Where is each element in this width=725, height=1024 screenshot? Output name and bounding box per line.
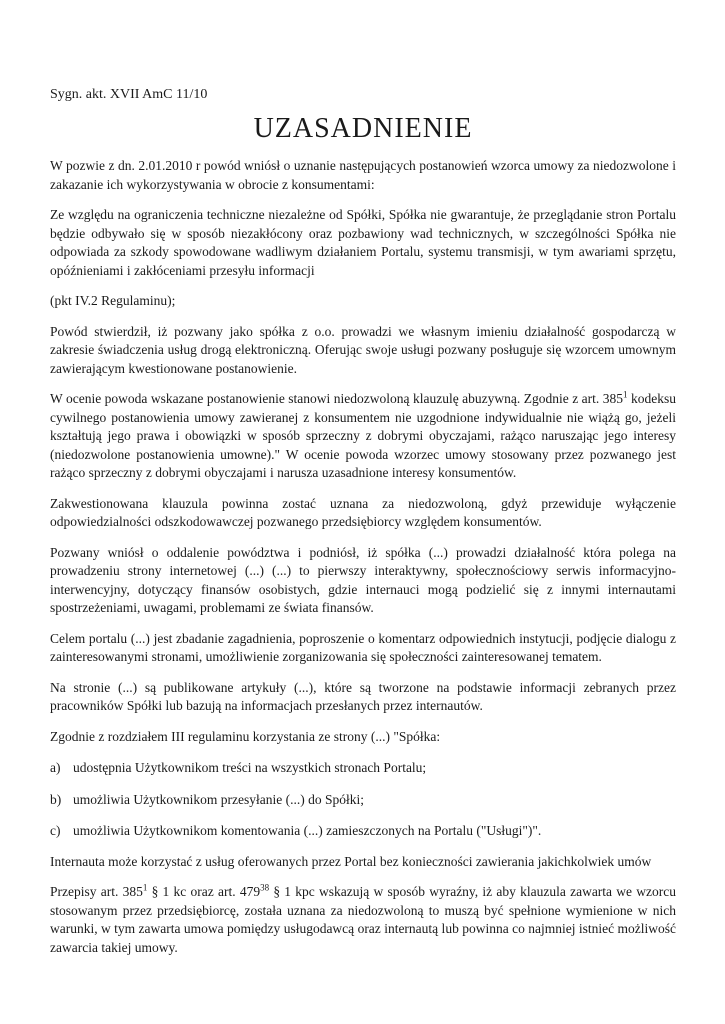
case-number: Sygn. akt. XVII AmC 11/10 xyxy=(50,87,208,102)
list-text-a: udostępnia Użytkownikom treści na wszystkich stronach Portalu; xyxy=(73,760,427,775)
paragraph-provisions-text-mid: § 1 kc oraz art. 479 xyxy=(147,884,261,899)
service-list xyxy=(50,759,676,841)
paragraph-defendant-status: Powód stwierdził, iż pozwany jako spółka z o.o. prowadzi we własnym imieniu działalność gospodarczą w zakresie świadczenia usług drogą elektroniczną. Oferując swoje usługi pozwany posługuje się wzorcem umownym zawierającym kwestionowane postanowienie. xyxy=(50,323,676,376)
paragraph-portal-purpose: Celem portalu (...) jest zbadanie zagadnienia, poproszenie o komentarz odpowiednich instytucji, podjęcie dialogu z zainteresowanymi stronami, umożliwienie zorganizowania się społeczności zainteresowanej tematem. xyxy=(50,630,676,664)
paragraph-legal-basis-text-post: kodeksu cywilnego postanowienia umowy zawieranej z konsumentem nie uzgodnione indywidualnie nie wiążą go, jeżeli kształtują jego prawa i obowiązki w sposób sprzeczny z dobrymi obyczajami, rażąco naruszając jego interesy (niedozwolone postanowienia umowne)." W ocenie powoda wzorzec umowy stosowany przez pozwanego jest rażąco sprzeczny z dobrymi obyczajami i narusza uzasadnione interesy konsumentów. xyxy=(50,391,677,480)
paragraph-legal-basis xyxy=(50,390,676,483)
paragraph-no-contract: Internauta może korzystać z usług oferowanych przez Portal bez konieczności zawierania jakichkolwiek umów xyxy=(50,853,652,869)
paragraph-claim-intro: W pozwie z dn. 2.01.2010 r powód wniósł o uznanie następujących postanowień wzorca umowy za niedozwolone i zakazanie ich wykorzystywania w obrocie z konsumentami: xyxy=(50,158,676,192)
list-item-a xyxy=(50,759,676,778)
list-item-b xyxy=(50,791,676,810)
superscript-article-479-kpc: 38 xyxy=(260,882,270,893)
paragraph-defense: Pozwany wniósł o oddalenie powództwa i podniósł, iż spółka (...) prowadzi działalność która polega na prowadzeniu strony internetowej (...) (...) to pierwszy interaktywny, społecznościowy serwis informacyjno-interwencyjny, dotyczący finansów osobistych, gdzie internauci mogą podzielić się z innymi internautami spostrzeżeniami, uwagami, problemami ze świata finansów. xyxy=(50,544,676,615)
superscript-article-385-kc: 1 xyxy=(142,882,148,893)
paragraph-provisions xyxy=(50,883,676,957)
list-marker-b: b) xyxy=(50,791,62,807)
paragraph-clause-assessment: Zakwestionowana klauzula powinna zostać uznana za niedozwoloną, gdyż przewiduje wyłączenie odpowiedzialności odszkodowawczej pozwanego przedsiębiorcy względem konsumentów. xyxy=(50,495,676,529)
regulation-reference: (pkt IV.2 Regulaminu); xyxy=(50,293,176,308)
superscript-article-385: 1 xyxy=(623,389,628,400)
paragraph-quoted-clause: Ze względu na ograniczenia techniczne niezależne od Spółki, Spółka nie gwarantuje, że przeglądanie stron Portalu będzie odbywało się w sposób niezakłócony oraz pozbawiony wad technicznych, w szczególności Spółka nie odpowiada za szkody spowodowane wadliwym działaniem Portalu, systemu transmisji, w tym awariami sprzętu, opóźnieniami i zakłóceniami przesyłu informacji xyxy=(50,207,676,278)
list-item-c xyxy=(50,822,676,841)
paragraph-articles-publication: Na stronie (...) są publikowane artykuły (...), które są tworzone na podstawie informacji zebranych przez pracowników Spółki lub bazują na informacjach przesłanych przez internautów. xyxy=(50,679,676,713)
list-marker-c: c) xyxy=(50,823,61,838)
paragraph-provisions-text-pre: Przepisy art. 385 xyxy=(50,884,143,899)
paragraph-terms-chapter: Zgodnie z rozdziałem III regulaminu korzystania ze strony (...) "Spółka: xyxy=(50,728,441,744)
list-text-c: umożliwia Użytkownikom komentowania (...) zamieszczonych na Portalu ("Usługi")". xyxy=(73,823,542,838)
paragraph-provisions-text-post: § 1 kpc wskazują w sposób wyraźny, iż aby klauzula zawarta we wzorcu stosowanym przez przedsiębiorcę, została uznana za niedozwoloną to muszą być spełnione wymienione w nich warunki, w tym zawarta umowa pomiędzy usługodawcą oraz internautą lub powinna co najmniej istnieć możliwość zawarcia takiej umowy. xyxy=(50,884,676,955)
paragraph-legal-basis-text-pre: W ocenie powoda wskazane postanowienie stanowi niedozwoloną klauzulę abuzywną. Zgodnie z art. 385 xyxy=(50,391,624,406)
list-marker-a: a) xyxy=(50,760,61,775)
page-title: UZASADNIENIE xyxy=(253,113,473,144)
list-text-b: umożliwia Użytkownikom przesyłanie (...) do Spółki; xyxy=(73,791,364,807)
